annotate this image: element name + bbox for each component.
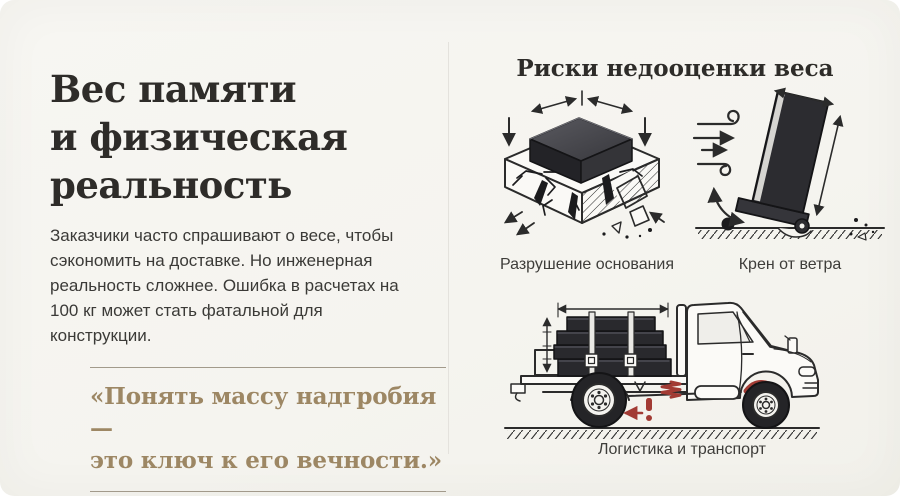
figure-foundation (482, 84, 692, 252)
figure-transport (497, 292, 827, 442)
figure-caption: Разрушение основания (499, 256, 675, 273)
ground-hatching (507, 430, 817, 439)
title-line: реальность (50, 162, 292, 207)
dimension-arrows (533, 91, 631, 111)
quote-line: «Понять массу надгробия — (90, 383, 437, 442)
page-title (50, 65, 430, 209)
pivot-hole (800, 224, 805, 229)
slab-stack (554, 317, 671, 376)
figure-caption: Логистика и транспорт (598, 441, 766, 458)
rear-wheel (572, 373, 626, 427)
quote-line: это ключ к его вечности.» (90, 447, 442, 474)
rear-bumper (511, 384, 525, 393)
warning-exclamation-icon (646, 398, 652, 421)
headboard-rack (677, 305, 686, 376)
intro-paragraph: Заказчики часто спрашивают о весе, чтобы сэкономить на доставке. Но инженерная реальность сложнее. Ошибка в расчетах на 100 кг может стать фатальной для конструкции. (50, 226, 399, 345)
figure-wind-tilt (690, 84, 890, 252)
title-line: Вес памяти (50, 66, 297, 111)
wind-icon (694, 111, 739, 175)
pull-quote (90, 367, 446, 492)
wind-tilt-illustration (690, 84, 890, 252)
cracked-foundation-illustration (482, 84, 692, 252)
front-wheel (743, 382, 789, 428)
headlight (799, 367, 815, 376)
muffler (695, 386, 739, 399)
tow-hook (516, 393, 520, 401)
debris (602, 206, 659, 239)
risks-heading: Риски недооценки веса (516, 55, 834, 83)
title-line: и физическая (50, 114, 348, 159)
figure-caption: Крен от ветра (738, 256, 842, 273)
loaded-truck-illustration (497, 292, 827, 442)
column-divider (448, 42, 449, 454)
